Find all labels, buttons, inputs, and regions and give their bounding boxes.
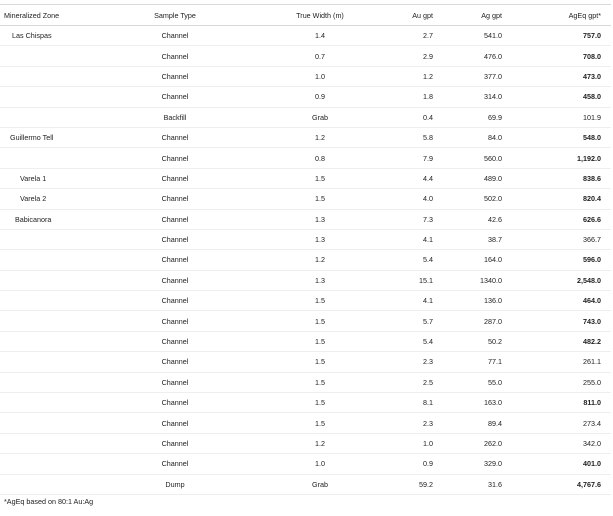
cell-sample-type: Channel	[95, 331, 255, 351]
cell-mineralized-zone	[0, 454, 95, 474]
table-row	[0, 107, 611, 127]
cell-sample-type: Channel	[95, 433, 255, 453]
cell-sample-type: Channel	[95, 87, 255, 107]
cell-au-gpt: 2.9	[385, 46, 441, 66]
table-row	[0, 454, 611, 474]
cell-ag-gpt: 31.6	[441, 474, 516, 494]
cell-true-width: 1.5	[255, 372, 385, 392]
cell-ag-gpt: 77.1	[441, 352, 516, 372]
cell-ag-gpt: 502.0	[441, 189, 516, 209]
table-row	[0, 26, 611, 46]
cell-ag-gpt: 476.0	[441, 46, 516, 66]
cell-sample-type: Dump	[95, 474, 255, 494]
header-ag-gpt: Ag gpt	[441, 5, 516, 26]
cell-au-gpt: 59.2	[385, 474, 441, 494]
cell-true-width: 1.4	[255, 26, 385, 46]
cell-ageq-gpt: 482.2	[516, 331, 611, 351]
cell-true-width: 1.0	[255, 66, 385, 86]
cell-mineralized-zone	[0, 87, 95, 107]
table-row	[0, 127, 611, 147]
table-row	[0, 372, 611, 392]
cell-au-gpt: 4.0	[385, 189, 441, 209]
cell-ageq-gpt: 596.0	[516, 250, 611, 270]
cell-ag-gpt: 163.0	[441, 393, 516, 413]
cell-sample-type: Channel	[95, 168, 255, 188]
cell-ag-gpt: 164.0	[441, 250, 516, 270]
cell-ageq-gpt: 261.1	[516, 352, 611, 372]
cell-sample-type: Channel	[95, 209, 255, 229]
cell-ageq-gpt: 1,192.0	[516, 148, 611, 168]
cell-true-width: 1.5	[255, 393, 385, 413]
cell-mineralized-zone	[0, 474, 95, 494]
cell-ag-gpt: 50.2	[441, 331, 516, 351]
cell-au-gpt: 1.8	[385, 87, 441, 107]
table-row	[0, 46, 611, 66]
cell-au-gpt: 2.3	[385, 413, 441, 433]
table-row	[0, 209, 611, 229]
cell-ag-gpt: 136.0	[441, 291, 516, 311]
cell-ageq-gpt: 2,548.0	[516, 270, 611, 290]
table-body	[0, 26, 611, 495]
cell-mineralized-zone	[0, 148, 95, 168]
cell-au-gpt: 4.4	[385, 168, 441, 188]
cell-au-gpt: 2.7	[385, 26, 441, 46]
cell-ageq-gpt: 342.0	[516, 433, 611, 453]
cell-true-width: 1.5	[255, 352, 385, 372]
cell-true-width: Grab	[255, 107, 385, 127]
cell-ageq-gpt: 743.0	[516, 311, 611, 331]
cell-mineralized-zone	[0, 107, 95, 127]
cell-true-width: 1.5	[255, 311, 385, 331]
cell-ag-gpt: 329.0	[441, 454, 516, 474]
table-row	[0, 189, 611, 209]
cell-sample-type: Channel	[95, 454, 255, 474]
table-row	[0, 433, 611, 453]
header-au-gpt: Au gpt	[385, 5, 441, 26]
cell-sample-type: Channel	[95, 46, 255, 66]
table-row	[0, 311, 611, 331]
cell-ag-gpt: 42.6	[441, 209, 516, 229]
cell-ageq-gpt: 838.6	[516, 168, 611, 188]
cell-au-gpt: 1.2	[385, 66, 441, 86]
table-row	[0, 413, 611, 433]
cell-ageq-gpt: 757.0	[516, 26, 611, 46]
cell-sample-type: Channel	[95, 291, 255, 311]
cell-ageq-gpt: 4,767.6	[516, 474, 611, 494]
cell-mineralized-zone	[0, 433, 95, 453]
header-mineralized-zone: Mineralized Zone	[0, 5, 95, 26]
cell-true-width: 0.8	[255, 148, 385, 168]
cell-true-width: 0.7	[255, 46, 385, 66]
cell-mineralized-zone	[0, 331, 95, 351]
cell-mineralized-zone: Varela 1	[0, 168, 95, 188]
cell-au-gpt: 8.1	[385, 393, 441, 413]
cell-ag-gpt: 1340.0	[441, 270, 516, 290]
cell-au-gpt: 5.8	[385, 127, 441, 147]
table-row	[0, 168, 611, 188]
cell-mineralized-zone	[0, 291, 95, 311]
cell-true-width: 1.0	[255, 454, 385, 474]
cell-ag-gpt: 287.0	[441, 311, 516, 331]
cell-au-gpt: 1.0	[385, 433, 441, 453]
cell-mineralized-zone: Varela 2	[0, 189, 95, 209]
cell-ageq-gpt: 458.0	[516, 87, 611, 107]
cell-true-width: 1.5	[255, 189, 385, 209]
cell-mineralized-zone: Las Chispas	[0, 26, 95, 46]
cell-sample-type: Channel	[95, 229, 255, 249]
cell-au-gpt: 7.3	[385, 209, 441, 229]
cell-sample-type: Channel	[95, 311, 255, 331]
cell-true-width: 1.3	[255, 270, 385, 290]
header-true-width: True Width (m)	[255, 5, 385, 26]
table-row	[0, 148, 611, 168]
table-row	[0, 229, 611, 249]
cell-sample-type: Backfill	[95, 107, 255, 127]
cell-au-gpt: 5.4	[385, 331, 441, 351]
cell-true-width: 0.9	[255, 87, 385, 107]
cell-true-width: Grab	[255, 474, 385, 494]
cell-sample-type: Channel	[95, 26, 255, 46]
cell-ageq-gpt: 464.0	[516, 291, 611, 311]
footnote: *AgEq based on 80:1 Au:Ag	[4, 497, 94, 506]
assay-results-table	[0, 4, 611, 495]
cell-mineralized-zone: Babicanora	[0, 209, 95, 229]
cell-sample-type: Channel	[95, 270, 255, 290]
cell-sample-type: Channel	[95, 189, 255, 209]
table-row	[0, 66, 611, 86]
cell-au-gpt: 15.1	[385, 270, 441, 290]
cell-true-width: 1.5	[255, 291, 385, 311]
cell-sample-type: Channel	[95, 372, 255, 392]
cell-ageq-gpt: 255.0	[516, 372, 611, 392]
table-row	[0, 250, 611, 270]
cell-ag-gpt: 262.0	[441, 433, 516, 453]
cell-au-gpt: 5.7	[385, 311, 441, 331]
cell-ag-gpt: 55.0	[441, 372, 516, 392]
cell-sample-type: Channel	[95, 352, 255, 372]
cell-true-width: 1.2	[255, 127, 385, 147]
cell-ageq-gpt: 626.6	[516, 209, 611, 229]
cell-ag-gpt: 377.0	[441, 66, 516, 86]
cell-ageq-gpt: 811.0	[516, 393, 611, 413]
cell-ag-gpt: 38.7	[441, 229, 516, 249]
cell-mineralized-zone	[0, 352, 95, 372]
table-row	[0, 291, 611, 311]
cell-ag-gpt: 489.0	[441, 168, 516, 188]
cell-true-width: 1.2	[255, 250, 385, 270]
cell-mineralized-zone	[0, 46, 95, 66]
table-row	[0, 352, 611, 372]
cell-true-width: 1.3	[255, 229, 385, 249]
cell-au-gpt: 4.1	[385, 229, 441, 249]
table-row	[0, 331, 611, 351]
cell-true-width: 1.5	[255, 168, 385, 188]
cell-sample-type: Channel	[95, 66, 255, 86]
cell-mineralized-zone	[0, 229, 95, 249]
table-row	[0, 474, 611, 494]
cell-ag-gpt: 69.9	[441, 107, 516, 127]
cell-mineralized-zone	[0, 270, 95, 290]
cell-mineralized-zone	[0, 393, 95, 413]
cell-sample-type: Channel	[95, 413, 255, 433]
cell-true-width: 1.5	[255, 331, 385, 351]
cell-ag-gpt: 541.0	[441, 26, 516, 46]
cell-au-gpt: 4.1	[385, 291, 441, 311]
cell-mineralized-zone	[0, 66, 95, 86]
cell-true-width: 1.3	[255, 209, 385, 229]
cell-mineralized-zone	[0, 372, 95, 392]
cell-sample-type: Channel	[95, 250, 255, 270]
cell-au-gpt: 5.4	[385, 250, 441, 270]
header-ageq-gpt: AgEq gpt*	[516, 5, 611, 26]
cell-ag-gpt: 314.0	[441, 87, 516, 107]
cell-au-gpt: 0.9	[385, 454, 441, 474]
table-row	[0, 393, 611, 413]
cell-mineralized-zone	[0, 413, 95, 433]
cell-sample-type: Channel	[95, 148, 255, 168]
cell-true-width: 1.2	[255, 433, 385, 453]
cell-ag-gpt: 84.0	[441, 127, 516, 147]
cell-mineralized-zone	[0, 311, 95, 331]
cell-ageq-gpt: 708.0	[516, 46, 611, 66]
cell-au-gpt: 2.3	[385, 352, 441, 372]
table-row	[0, 270, 611, 290]
cell-ageq-gpt: 101.9	[516, 107, 611, 127]
cell-ageq-gpt: 473.0	[516, 66, 611, 86]
table-header-row	[0, 5, 611, 26]
cell-au-gpt: 2.5	[385, 372, 441, 392]
cell-ageq-gpt: 820.4	[516, 189, 611, 209]
cell-ageq-gpt: 273.4	[516, 413, 611, 433]
header-sample-type: Sample Type	[95, 5, 255, 26]
table-row	[0, 87, 611, 107]
cell-ag-gpt: 89.4	[441, 413, 516, 433]
cell-au-gpt: 7.9	[385, 148, 441, 168]
cell-ageq-gpt: 401.0	[516, 454, 611, 474]
cell-sample-type: Channel	[95, 393, 255, 413]
cell-au-gpt: 0.4	[385, 107, 441, 127]
cell-mineralized-zone: Guillermo Tell	[0, 127, 95, 147]
cell-mineralized-zone	[0, 250, 95, 270]
cell-ageq-gpt: 366.7	[516, 229, 611, 249]
cell-ag-gpt: 560.0	[441, 148, 516, 168]
cell-true-width: 1.5	[255, 413, 385, 433]
cell-sample-type: Channel	[95, 127, 255, 147]
cell-ageq-gpt: 548.0	[516, 127, 611, 147]
